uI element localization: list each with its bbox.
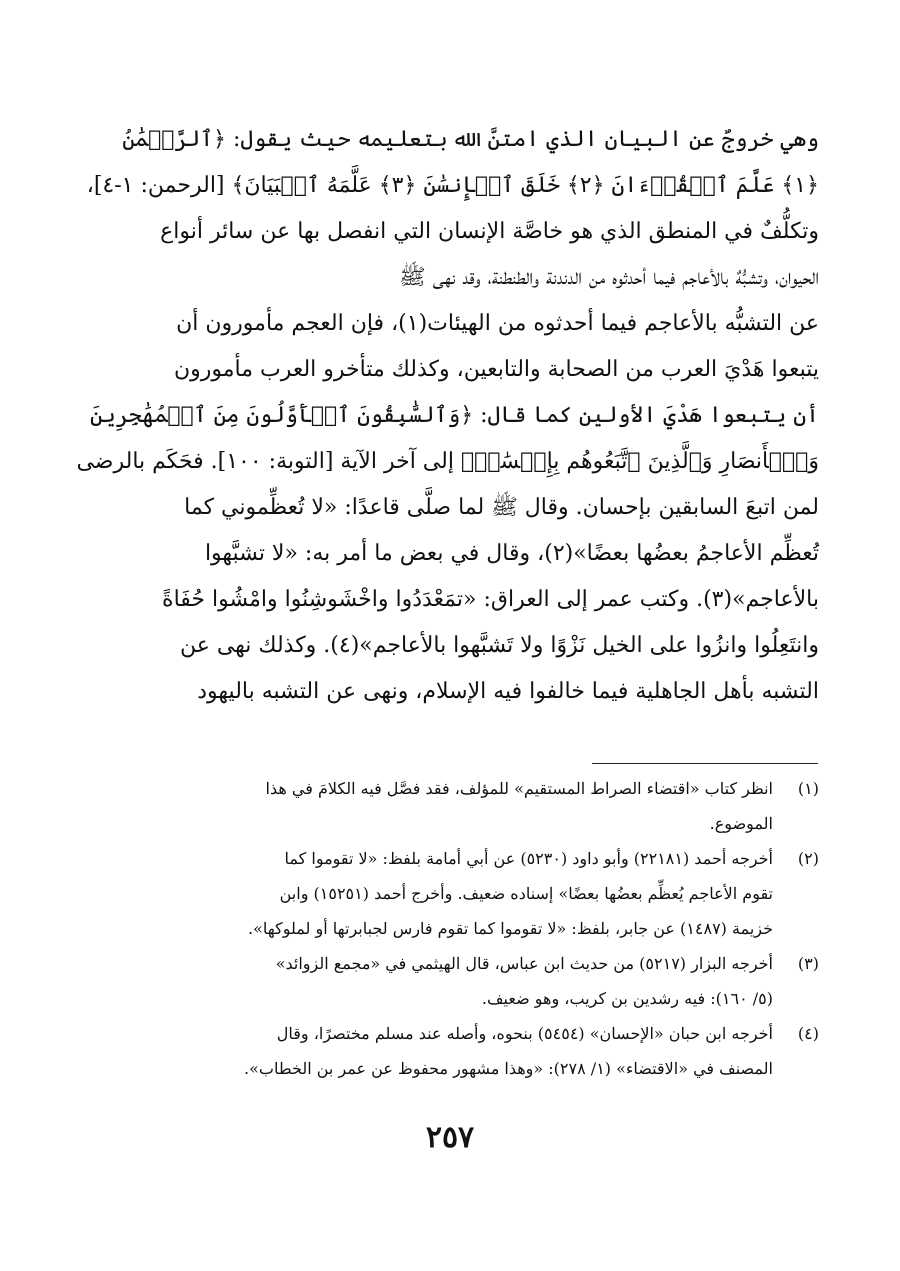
main-text-line: بالأعاجم»(٣). وكتب عمر إلى العراق: «تمَعْدَدُوا واخْشَوشِنُوا وامْشُوا حُفَاةً xyxy=(162,587,819,612)
footnote-text: خزيمة (١٤٨٧) عن جابر، بلفظ: «لا تقوموا كما تقوم فارس لجبابرتها أو لملوكها». xyxy=(248,919,773,938)
footnote-text: تقوم الأعاجم يُعظِّم بعضُها بعضًا» إسناده ضعيف. وأخرج أحمد (١٥٢٥١) وابن xyxy=(279,884,773,903)
footnote-number: (٣) xyxy=(797,954,819,973)
footnote-1 xyxy=(112,771,819,806)
main-text xyxy=(76,117,819,715)
footnote-text: أخرجه ابن حبان «الإحسان» (٥٤٥٤) بنحوه، وأصله عند مسلم مختصرًا، وقال xyxy=(276,1024,773,1043)
footnote-separator xyxy=(592,763,818,764)
footnote-number: (٤) xyxy=(797,1024,819,1043)
main-text-line: لمن اتبعَ السابقين بإحسان. وقال ﷺ لما صلَّى قاعدًا: «لا تُعظِّموني كما xyxy=(184,495,819,520)
main-text-line: يتبعوا هَدْيَ العرب من الصحابة والتابعين، وكذلك متأخرو العرب مأمورون xyxy=(173,357,819,382)
page-number: ٢٥٧ xyxy=(425,1120,475,1155)
main-text-line: وَٱلۡأَنصَارِ وَٱلَّذِينَ ٱتَّبَعُوهُم بِإِحۡسَٰنٖ﴾ إلى آخر الآية [التوبة: ١٠٠]. فحَكَم بالرضى xyxy=(76,449,819,474)
main-text-line: وهي خروجٌ عن البيان الذي امتنَّ الله بتعليمه حيث يقول: ﴿ٱلرَّحۡمَٰنُ xyxy=(122,127,819,152)
main-text-line: عن التشبُّه بالأعاجم فيما أحدثوه من الهيئات(١)، فإن العجم مأمورون أن xyxy=(176,311,819,336)
footnote-text: انظر كتاب «اقتضاء الصراط المستقيم» للمؤلف، فقد فصَّل فيه الكلامَ في هذا xyxy=(265,779,773,798)
main-text-line: التشبه بأهل الجاهلية فيما خالفوا فيه الإسلام، ونهى عن التشبه باليهود xyxy=(197,679,819,704)
main-text-line: تُعظِّم الأعاجمُ بعضُها بعضًا»(٢)، وقال في بعض ما أمر به: «لا تشبَّهوا xyxy=(204,541,819,566)
footnotes xyxy=(112,771,819,1086)
footnote-text: (٥/ ١٦٠): فيه رشدين بن كريب، وهو ضعيف. xyxy=(481,989,773,1008)
main-text-line: الحيوان، وتشبُّهٌ بالأعاجم فيما أحدثوه من الدندنة والطنطنة، وقد نهى ﷺ xyxy=(399,265,819,290)
main-text-line: ﴿١﴾ عَلَّمَ ٱلۡقُرۡءَانَ ﴿٢﴾ خَلَقَ ٱلۡإِنسَٰنَ ﴿٣﴾ عَلَّمَهُ ٱلۡبَيَانَ﴾ [الرحمن: ١-٤]، xyxy=(86,173,819,198)
main-text-line: وتكلُّفٌ في المنطق الذي هو خاصَّة الإنسان التي انفصل بها عن سائر أنواع xyxy=(160,219,819,244)
footnote-text: المصنف في «الاقتضاء» (١/ ٢٧٨): «وهذا مشهور محفوظ عن عمر بن الخطاب». xyxy=(244,1059,773,1078)
footnote-3 xyxy=(112,946,819,981)
main-text-line: وانتَعِلُوا وانزُوا على الخيل نَزْوًا ولا تَشبَّهوا بالأعاجم»(٤). وكذلك نهى عن xyxy=(179,633,819,658)
main-text-line: أن يتبعوا هَدْيَ الأولين كما قال: ﴿وَٱلسَّٰبِقُونَ ٱلۡأَوَّلُونَ مِنَ ٱلۡمُهَٰجِرِينَ xyxy=(89,403,819,428)
footnote-number: (٢) xyxy=(797,849,819,868)
footnote-text: أخرجه البزار (٥٢١٧) من حديث ابن عباس، قال الهيثمي في «مجمع الزوائد» xyxy=(275,954,773,973)
footnote-4 xyxy=(112,1016,819,1051)
footnote-number: (١) xyxy=(797,779,819,798)
footnote-text: الموضوع. xyxy=(709,814,773,833)
footnote-2 xyxy=(112,841,819,876)
footnote-text: أخرجه أحمد (٢٢١٨١) وأبو داود (٥٢٣٠) عن أبي أمامة بلفظ: «لا تقوموا كما xyxy=(284,849,773,868)
